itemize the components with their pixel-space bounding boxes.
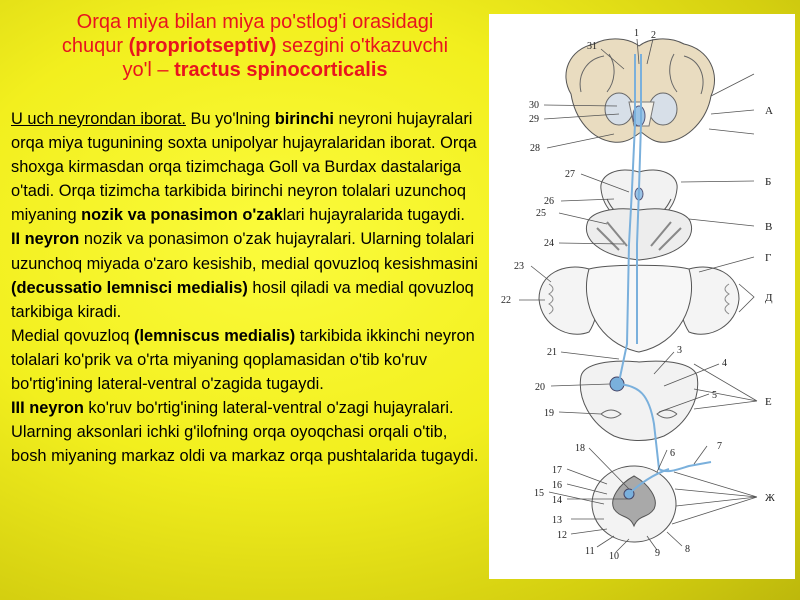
label-7: 7 <box>717 441 722 452</box>
label-E: Е <box>765 396 772 408</box>
label-Zh: Ж <box>765 492 775 504</box>
label-23: 23 <box>514 261 524 272</box>
spinal-cord-section <box>592 466 676 542</box>
label-19: 19 <box>544 408 554 419</box>
bold-run: II neyron <box>11 230 80 249</box>
label-6: 6 <box>670 448 675 459</box>
label-26: 26 <box>544 196 554 207</box>
text-run: neyroni hujayralari orqa miya tugunining soxta unipolyar hujayralaridan iborat. Orqa shoxga kirmasdan orqa tizimchaga Goll va Burdax dastalariga o'tadi. Orqa tizimcha tarkibida birinchi neyron tolalari uzunchoq miyaning <box>11 110 477 225</box>
title-term: (propriotseptiv) <box>128 35 277 57</box>
label-A: А <box>765 105 773 117</box>
label-17: 17 <box>552 465 562 476</box>
text-run: nozik va ponasimon o'zak hujayralari. Ularning tolalari uzunchoq miyada o'zaro kesishib, medial qovuzloq kesishmasini <box>11 230 478 273</box>
label-1: 1 <box>634 28 639 39</box>
label-5: 5 <box>712 390 717 401</box>
label-8: 8 <box>685 544 690 555</box>
medulla-section <box>580 361 697 440</box>
label-D: Д <box>765 292 773 304</box>
title-text: chuqur <box>61 35 129 57</box>
label-28: 28 <box>530 143 540 154</box>
paragraph-1 <box>11 107 486 227</box>
label-9: 9 <box>655 548 660 559</box>
text-run: hosil qiladi va medial qovuzloq tarkibiga kiradi. <box>11 278 474 321</box>
bold-run: III neyron <box>11 399 84 418</box>
title-line-3 <box>20 58 490 82</box>
label-13: 13 <box>552 515 562 526</box>
cerebellum-section <box>539 265 739 352</box>
label-B: Б <box>765 176 772 188</box>
label-3: 3 <box>677 345 682 356</box>
title-term: tractus spinocorticalis <box>174 59 388 81</box>
pathway-illustration <box>489 14 795 579</box>
label-29: 29 <box>529 114 539 125</box>
title-text: sezgini o'tkazuvchi <box>276 35 449 57</box>
label-22: 22 <box>501 295 511 306</box>
paragraph-3 <box>11 324 486 396</box>
pathway-diagram-svg <box>489 14 795 579</box>
label-18: 18 <box>575 443 585 454</box>
label-10: 10 <box>609 551 619 562</box>
label-V: В <box>765 221 773 233</box>
label-16: 16 <box>552 480 562 491</box>
bold-run: birinchi <box>274 110 334 128</box>
label-14: 14 <box>552 495 562 506</box>
slide-title <box>20 10 490 82</box>
bold-run: nozik va ponasimon o'zak <box>81 206 283 225</box>
label-24: 24 <box>544 238 554 249</box>
label-11: 11 <box>585 546 595 557</box>
underlined-intro: U uch neyrondan iborat. <box>11 110 186 128</box>
text-run: lari hujayralarida tugaydi. <box>282 206 465 225</box>
label-12: 12 <box>557 530 567 541</box>
label-25: 25 <box>536 208 546 219</box>
text-run: Medial qovuzloq <box>11 326 135 345</box>
bold-run: (lemniscus medialis) <box>134 326 296 345</box>
text-run: ko'ruv bo'rtig'ining lateral-ventral o'zagi hujayralari. Ularning aksonlari ichki g'ilofning orqa oyoqchasi orqali o'tib, bosh miyaning markaz oldi va markaz orqa pushtalarida tugaydi. <box>11 399 479 466</box>
label-4: 4 <box>722 358 727 369</box>
text-run: tarkibida ikkinchi neyron tolalari ko'prik va o'rta miyaning qoplamasidan o'tib ko'ruv bo'rtig'ining lateral-ventral o'zagida tugaydi. <box>11 326 475 394</box>
label-G: Г <box>765 252 772 264</box>
label-30: 30 <box>529 100 539 111</box>
title-text: yo'l – <box>122 59 175 81</box>
text-run: Bu yo'lning <box>185 110 275 128</box>
title-line-2 <box>20 34 490 58</box>
title-line-1: Orqa miya bilan miya po'stlog'i orasidagi <box>76 11 434 33</box>
paragraph-2 <box>11 227 486 323</box>
paragraph-4 <box>11 396 486 468</box>
label-27: 27 <box>565 169 575 180</box>
label-20: 20 <box>535 382 545 393</box>
label-21: 21 <box>547 347 557 358</box>
label-2: 2 <box>651 30 656 41</box>
body-text <box>11 107 486 468</box>
label-15: 15 <box>534 488 544 499</box>
bold-run: (decussatio lemnisci medialis) <box>11 278 248 297</box>
label-31: 31 <box>587 41 597 52</box>
